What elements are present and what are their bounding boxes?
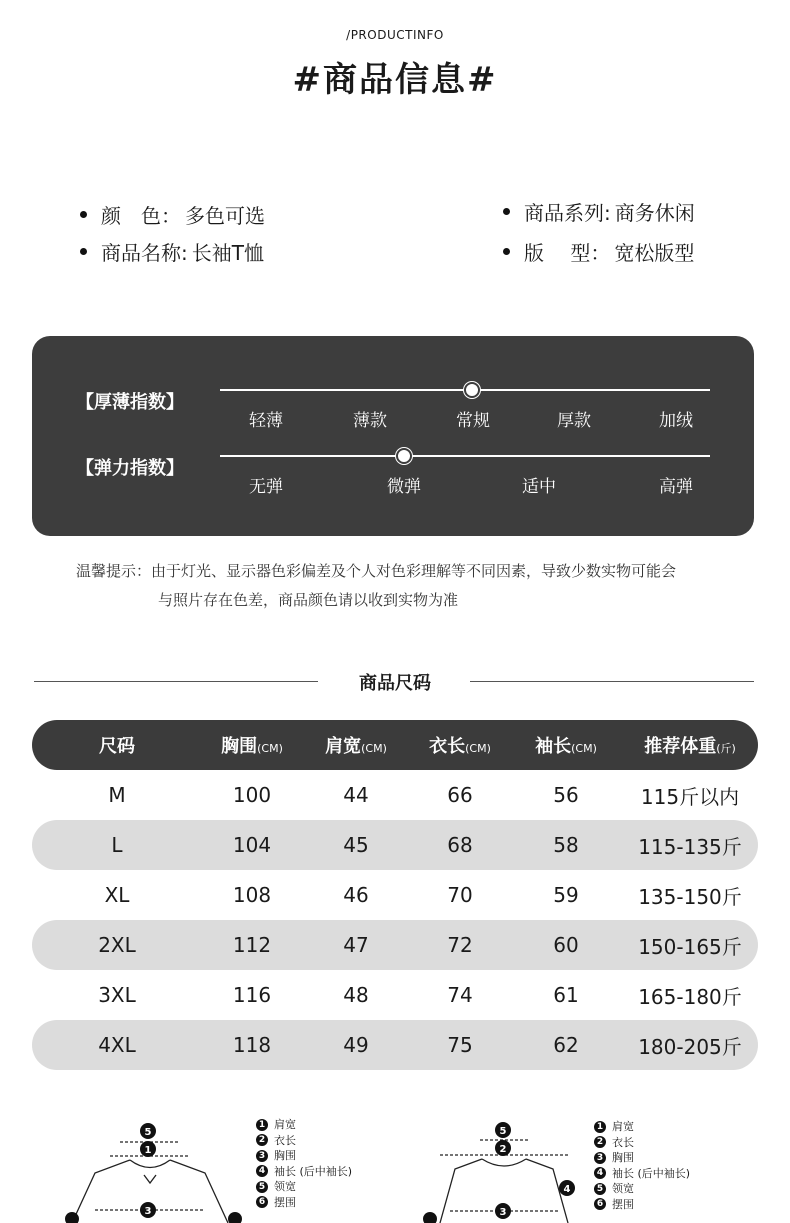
number-icon: 6: [256, 1196, 268, 1208]
table-cell: 4XL: [98, 1033, 136, 1057]
table-cell: 135-150斤: [638, 884, 742, 909]
table-row: [32, 1020, 758, 1070]
header-weight: 推荐体重(斤): [644, 736, 736, 757]
number-icon: 5: [256, 1181, 268, 1193]
table-cell: 2XL: [98, 933, 136, 957]
table-cell: M: [108, 783, 126, 807]
measure-legend-right: [594, 1119, 690, 1212]
table-cell: 100: [232, 783, 272, 807]
number-icon: 3: [594, 1152, 606, 1164]
elasticity-marker: [396, 448, 412, 464]
thickness-marker: [464, 382, 480, 398]
info-name-value: 长袖T恤: [191, 241, 264, 265]
elasticity-label: 【弹力指数】: [76, 458, 184, 479]
table-cell: 59: [553, 883, 579, 907]
table-cell: 108: [232, 883, 272, 907]
bullet-icon: [80, 211, 87, 218]
size-table-heading: 商品尺码: [359, 673, 431, 694]
table-cell: 165-180斤: [638, 984, 742, 1009]
legend-item: 4 袖长 (后中袖长): [594, 1166, 690, 1182]
number-icon: 4: [256, 1165, 268, 1177]
table-cell: 3XL: [98, 983, 136, 1007]
bullet-icon: [80, 248, 87, 255]
table-cell: 66: [447, 783, 473, 807]
size-table: [32, 720, 758, 1070]
table-cell: 68: [447, 833, 473, 857]
table-cell: 44: [343, 783, 369, 807]
legend-item: 3 胸围: [256, 1148, 352, 1164]
legend-item: 5 领宽: [256, 1179, 352, 1195]
header-length: 衣长(CM): [429, 736, 491, 757]
svg-text:4: 4: [563, 1184, 571, 1195]
bullet-icon: [503, 208, 510, 215]
table-cell: 47: [343, 933, 369, 957]
thickness-option: 常规: [456, 411, 490, 431]
thickness-option: 厚款: [557, 411, 591, 431]
info-series-value: 商务休闲: [614, 201, 695, 225]
table-row: [32, 770, 758, 820]
header-size: 尺码: [99, 736, 135, 757]
elasticity-option: 高弹: [659, 477, 693, 497]
table-cell: 115斤以内: [640, 784, 740, 809]
thickness-option: 加绒: [659, 411, 693, 431]
svg-text:1: 1: [144, 1145, 152, 1156]
legend-item: 6 摆围: [594, 1197, 690, 1213]
table-cell: 116: [232, 983, 272, 1007]
index-panel: [32, 336, 754, 536]
table-cell: 112: [232, 933, 272, 957]
table-cell: 46: [343, 883, 369, 907]
legend-item: 1 肩宽: [594, 1119, 690, 1135]
info-name: [80, 237, 264, 266]
table-cell: 62: [553, 1033, 579, 1057]
number-icon: 2: [594, 1136, 606, 1148]
color-tip: [76, 557, 676, 615]
table-cell: 48: [343, 983, 369, 1007]
table-cell: 180-205斤: [638, 1034, 742, 1059]
info-color-key: 颜 色：: [101, 204, 181, 228]
info-color: [80, 200, 265, 229]
size-table-header: [32, 720, 758, 770]
header-chest: 胸围(CM): [221, 736, 283, 757]
svg-text:2: 2: [499, 1144, 507, 1155]
table-row: [32, 820, 758, 870]
measure-legend-left: [256, 1117, 352, 1210]
thickness-label: 【厚薄指数】: [76, 392, 184, 413]
number-icon: 3: [256, 1150, 268, 1162]
legend-item: 1 肩宽: [256, 1117, 352, 1133]
table-cell: 118: [232, 1033, 272, 1057]
legend-item: 3 胸围: [594, 1150, 690, 1166]
tip-line-2: 与照片存在色差，商品颜色请以收到实物为准: [158, 591, 459, 609]
info-color-value: 多色可选: [185, 204, 265, 228]
svg-text:3: 3: [144, 1206, 152, 1217]
legend-item: 6 摆围: [256, 1195, 352, 1211]
legend-item: 4 袖长 (后中袖长): [256, 1164, 352, 1180]
page-title: #商品信息#: [292, 60, 498, 100]
table-cell: 61: [553, 983, 579, 1007]
table-cell: 74: [447, 983, 473, 1007]
number-icon: 4: [594, 1167, 606, 1179]
elasticity-option: 微弹: [387, 477, 421, 497]
table-cell: 115-135斤: [638, 834, 742, 859]
header-sleeve: 袖长(CM): [535, 736, 597, 757]
elasticity-track: [220, 455, 710, 457]
table-row: [32, 920, 758, 970]
number-icon: 6: [594, 1198, 606, 1210]
info-fit-value: 宽松版型: [614, 241, 695, 265]
table-cell: 104: [232, 833, 272, 857]
thickness-option: 薄款: [353, 411, 387, 431]
info-fit-key: 版 型：: [524, 241, 611, 265]
table-cell: 75: [447, 1033, 473, 1057]
number-icon: 2: [256, 1134, 268, 1146]
svg-text:5: 5: [144, 1127, 152, 1138]
table-cell: 150-165斤: [638, 934, 742, 959]
svg-text:3: 3: [499, 1207, 507, 1218]
product-info-subtitle: /PRODUCTINFO: [346, 28, 444, 42]
table-cell: 49: [343, 1033, 369, 1057]
number-icon: 1: [256, 1119, 268, 1131]
info-name-key: 商品名称:: [101, 241, 188, 265]
legend-item: 2 衣长: [256, 1133, 352, 1149]
elasticity-option: 无弹: [249, 477, 283, 497]
size-table-body: [32, 770, 758, 1070]
table-cell: 58: [553, 833, 579, 857]
table-cell: 56: [553, 783, 579, 807]
table-cell: 72: [447, 933, 473, 957]
legend-item: 5 领宽: [594, 1181, 690, 1197]
tip-line-1: 温馨提示：由于灯光、显示器色彩偏差及个人对色彩理解等不同因素，导致少数实物可能会: [76, 562, 677, 580]
bullet-icon: [503, 248, 510, 255]
table-cell: 60: [553, 933, 579, 957]
table-cell: 70: [447, 883, 473, 907]
table-cell: 45: [343, 833, 369, 857]
table-cell: L: [111, 833, 123, 857]
table-row: [32, 870, 758, 920]
legend-item: 2 衣长: [594, 1135, 690, 1151]
divider-right: [470, 681, 754, 682]
table-cell: XL: [104, 883, 130, 907]
shirt-diagram-right: [410, 1115, 590, 1223]
elasticity-option: 适中: [522, 477, 556, 497]
table-row: [32, 970, 758, 1020]
number-icon: 1: [594, 1121, 606, 1133]
info-series: [503, 197, 695, 226]
number-icon: 5: [594, 1183, 606, 1195]
svg-text:5: 5: [499, 1126, 507, 1137]
shirt-diagram-left: [60, 1115, 260, 1223]
info-series-key: 商品系列:: [524, 201, 611, 225]
thickness-option: 轻薄: [249, 411, 283, 431]
header-shoulder: 肩宽(CM): [325, 736, 387, 757]
info-fit: [503, 237, 694, 266]
